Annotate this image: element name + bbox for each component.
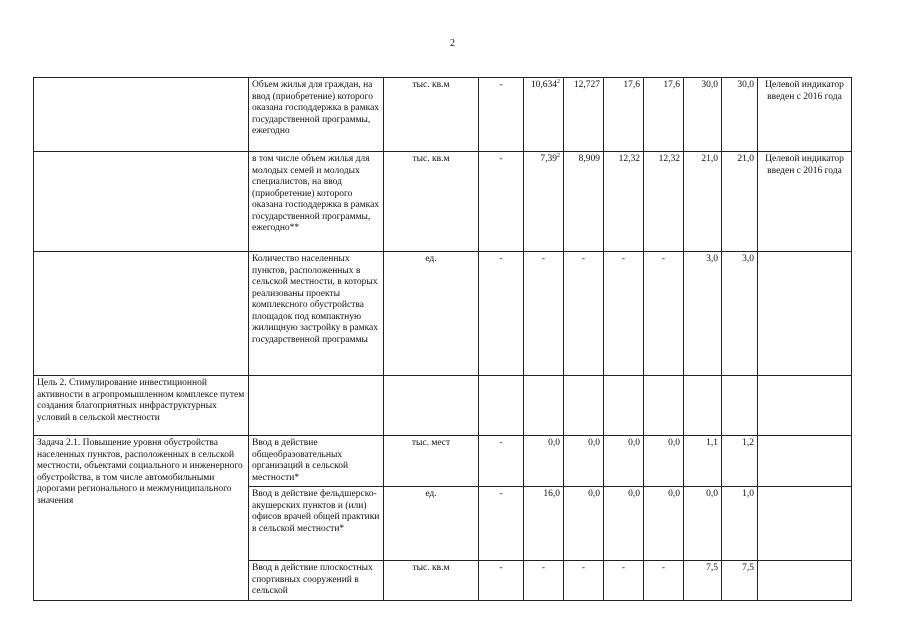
page-number: 2	[450, 38, 455, 49]
empty-cell	[604, 376, 644, 436]
value-cell: 0,0	[564, 487, 604, 561]
goal-row	[34, 376, 852, 436]
table-row	[34, 436, 852, 487]
note-cell: Целевой индикатор введен с 2016 года	[758, 152, 852, 252]
value-cell: 30,0	[684, 78, 722, 152]
value-cell: -	[524, 252, 564, 376]
unit-cell: ед.	[384, 487, 479, 561]
value-cell: -	[564, 252, 604, 376]
goal-text: Цель 2. Стимулирование инвестиционной активности в агропромышленном комплексе путем создания благоприятных инфраструктурных условий в сельской местности	[34, 376, 249, 436]
empty-cell	[722, 376, 758, 436]
unit-cell: тыс. кв.м	[384, 78, 479, 152]
task-text: Задача 2.1. Повышение уровня обустройства населенных пунктов, расположенных в сельской местности, объектами социального и инженерного обустройства, в том числе автомобильными дорогами регионального и межмуниципального значения	[34, 436, 249, 601]
note-cell	[758, 487, 852, 561]
base-cell: -	[479, 78, 524, 152]
value-cell: 3,0	[684, 252, 722, 376]
value-cell: -	[644, 561, 684, 601]
unit-cell: ед.	[384, 252, 479, 376]
value-cell: 1,0	[722, 487, 758, 561]
empty-cell	[524, 376, 564, 436]
footnote-mark: 2	[557, 78, 560, 85]
value-cell: 21,0	[684, 152, 722, 252]
value-cell: 0,0	[684, 487, 722, 561]
table-row	[34, 152, 852, 252]
value-cell: 1,2	[722, 436, 758, 487]
value-cell: 0,0	[644, 436, 684, 487]
value-text: 10,634	[530, 80, 557, 90]
base-cell: -	[479, 252, 524, 376]
note-cell	[758, 561, 852, 601]
value-cell: -	[564, 561, 604, 601]
task-cell	[34, 78, 249, 152]
note-cell	[758, 252, 852, 376]
value-cell	[524, 78, 564, 152]
value-cell: 17,6	[644, 78, 684, 152]
unit-cell: тыс. кв.м	[384, 561, 479, 601]
note-cell: Целевой индикатор введен с 2016 года	[758, 78, 852, 152]
empty-cell	[384, 376, 479, 436]
indicator-cell: Ввод в действие фельдшерско-акушерских пунктов и (или) офисов врачей общей практики в сельской местности*	[249, 487, 384, 561]
value-cell: 1,1	[684, 436, 722, 487]
value-cell: -	[644, 252, 684, 376]
task-cell	[34, 252, 249, 376]
empty-cell	[758, 376, 852, 436]
value-cell: -	[524, 561, 564, 601]
value-cell	[524, 152, 564, 252]
note-cell	[758, 436, 852, 487]
value-cell: 8,909	[564, 152, 604, 252]
value-cell: 17,6	[604, 78, 644, 152]
value-cell: 0,0	[604, 436, 644, 487]
value-cell: 21,0	[722, 152, 758, 252]
indicator-cell: Ввод в действие общеобразовательных организаций в сельской местности*	[249, 436, 384, 487]
value-cell: 0,0	[644, 487, 684, 561]
value-cell: -	[604, 252, 644, 376]
base-cell: -	[479, 436, 524, 487]
unit-cell: тыс. мест	[384, 436, 479, 487]
value-cell: 7,5	[722, 561, 758, 601]
empty-cell	[249, 376, 384, 436]
value-cell: 12,32	[604, 152, 644, 252]
value-cell: 7,5	[684, 561, 722, 601]
value-cell: 30,0	[722, 78, 758, 152]
indicator-cell: Количество населенных пунктов, расположенных в сельской местности, в которых реализованы проекты комплексного обустройства площадок под компактную жилищную застройку в рамках государственной программы	[249, 252, 384, 376]
empty-cell	[644, 376, 684, 436]
table-row	[34, 252, 852, 376]
value-cell: 12,727	[564, 78, 604, 152]
value-cell: 0,0	[564, 436, 604, 487]
value-cell: -	[604, 561, 644, 601]
empty-cell	[684, 376, 722, 436]
empty-cell	[564, 376, 604, 436]
table-row	[34, 78, 852, 152]
indicators-table	[33, 77, 852, 601]
value-cell: 3,0	[722, 252, 758, 376]
base-cell: -	[479, 561, 524, 601]
base-cell: -	[479, 487, 524, 561]
indicator-cell: в том числе объем жилья для молодых семей и молодых специалистов, на ввод (приобретение) которого оказана господдержка в рамках государственной программы, ежегодно**	[249, 152, 384, 252]
task-cell	[34, 152, 249, 252]
value-text: 7,39	[540, 154, 557, 164]
footnote-mark: 2	[557, 152, 560, 159]
value-cell: 12,32	[644, 152, 684, 252]
base-cell: -	[479, 152, 524, 252]
unit-cell: тыс. кв.м	[384, 152, 479, 252]
value-cell: 16,0	[524, 487, 564, 561]
value-cell: 0,0	[604, 487, 644, 561]
indicator-cell: Объем жилья для граждан, на ввод (приобретение) которого оказана господдержка в рамках государственной программы, ежегодно	[249, 78, 384, 152]
empty-cell	[479, 376, 524, 436]
indicator-cell: Ввод в действие плоскостных спортивных сооружений в сельской	[249, 561, 384, 601]
value-cell: 0,0	[524, 436, 564, 487]
